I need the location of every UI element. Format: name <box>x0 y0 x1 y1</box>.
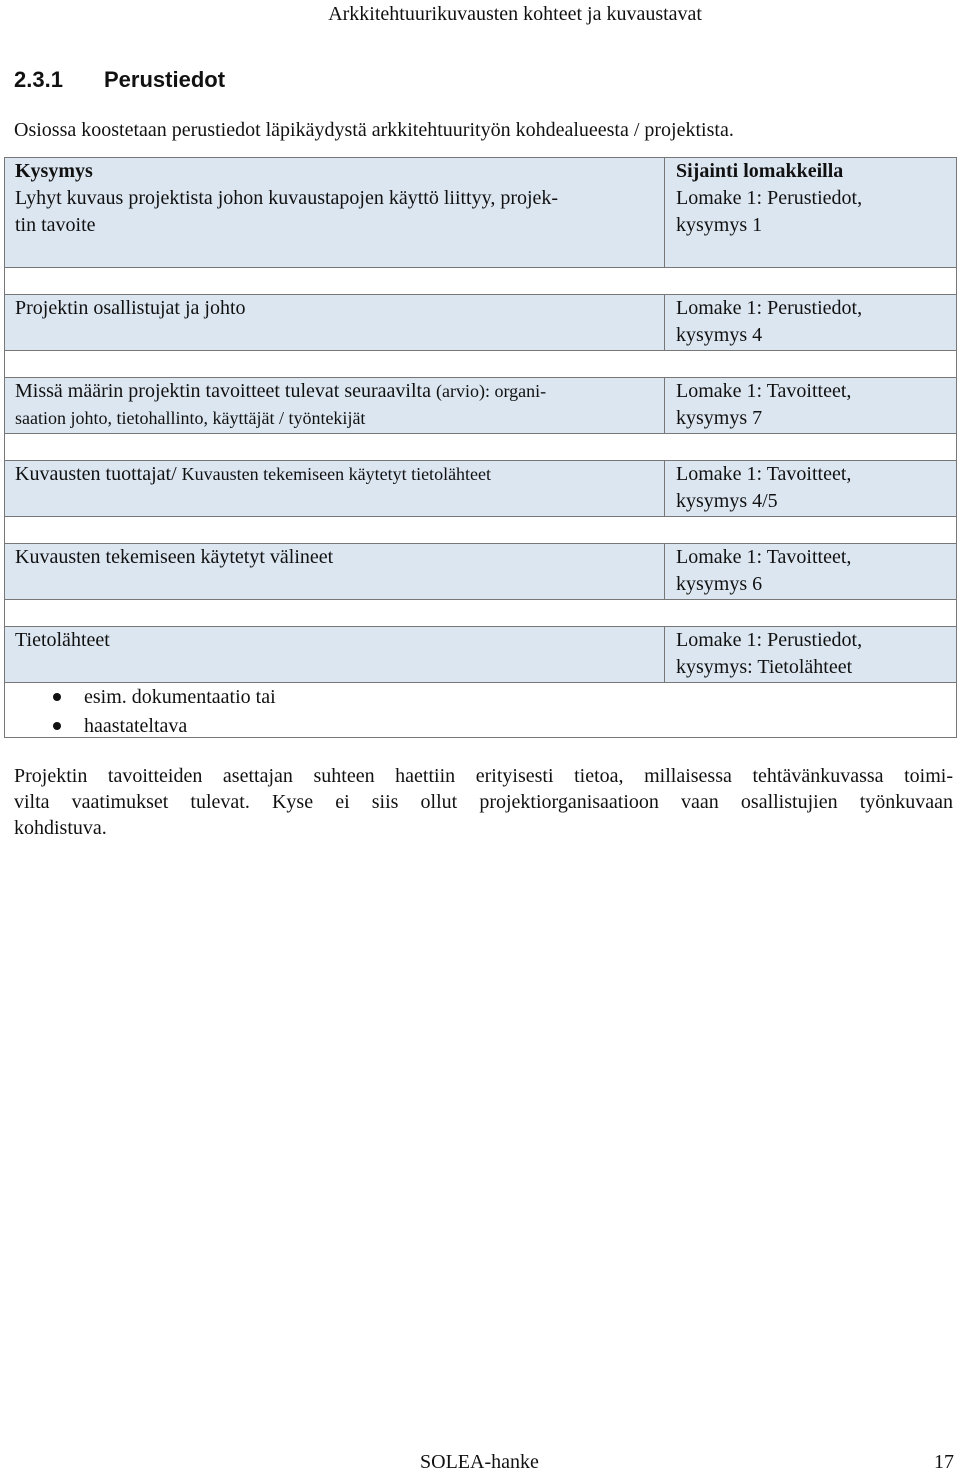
question-cell <box>5 295 664 350</box>
question-note: (arvio): organi- <box>435 381 547 401</box>
section-title: Perustiedot <box>104 67 226 92</box>
table-row <box>5 626 956 682</box>
question-cell <box>5 627 664 682</box>
location-line: Lomake 1: Tavoitteet, <box>676 463 852 485</box>
section-number: 2.3.1 <box>14 67 63 92</box>
question-line: Kuvausten tekemiseen käytetyt välineet <box>15 546 334 568</box>
location-line: kysymys 7 <box>676 407 763 429</box>
location-line: kysymys: Tietolähteet <box>676 656 853 678</box>
table-row <box>5 158 956 267</box>
spacer-row <box>5 267 956 294</box>
spacer-row <box>5 433 956 460</box>
location-cell <box>664 627 956 682</box>
location-line: kysymys 1 <box>676 214 763 236</box>
location-cell <box>664 295 956 350</box>
location-cell <box>664 544 956 599</box>
location-line: kysymys 6 <box>676 573 763 595</box>
question-line <box>15 378 664 405</box>
list-item <box>15 683 956 712</box>
bullet-row <box>5 682 956 737</box>
table-row <box>5 377 956 433</box>
spacer-row <box>5 350 956 377</box>
footer-project: SOLEA-hanke <box>420 1451 539 1473</box>
bullet-cell <box>5 683 956 737</box>
question-location-table <box>4 157 957 738</box>
intro-paragraph: Osiossa koostetaan perustiedot läpikäydystä arkkitehtuurityön kohdealueesta / projektista. <box>14 119 734 141</box>
spacer-row <box>5 599 956 626</box>
question-cell <box>5 378 664 433</box>
location-cell <box>664 461 956 516</box>
location-line: kysymys 4/5 <box>676 490 778 512</box>
closing-paragraph <box>14 763 953 841</box>
question-line: Projektin osallistujat ja johto <box>15 297 246 319</box>
paragraph-line: vilta vaatimukset tulevat. Kyse ei siis ollut projektiorganisaatioon vaan osallistujien työnkuvaan <box>14 791 953 813</box>
column-header-location: Sijainti lomakkeilla <box>676 160 844 182</box>
bullet-icon <box>53 693 61 701</box>
list-item <box>15 712 956 741</box>
bullet-text: haastateltava <box>84 715 188 737</box>
page-number: 17 <box>934 1451 954 1473</box>
location-line: Lomake 1: Tavoitteet, <box>676 546 852 568</box>
question-cell <box>5 158 664 267</box>
section-heading <box>14 66 225 94</box>
question-text: Kuvausten tuottajat/ <box>15 463 177 485</box>
question-note: Kuvausten tekemiseen käytetyt tietolähteet <box>181 464 492 484</box>
table-row <box>5 460 956 516</box>
question-cell <box>5 544 664 599</box>
location-line: Lomake 1: Perustiedot, <box>676 629 863 651</box>
location-cell <box>664 158 956 267</box>
bullet-text: esim. dokumentaatio tai <box>84 686 276 708</box>
location-cell <box>664 378 956 433</box>
paragraph-line: Projektin tavoitteiden asettajan suhteen haettiin erityisesti tietoa, millaisessa tehtävänkuvassa toimi- <box>14 765 953 787</box>
location-line: kysymys 4 <box>676 324 763 346</box>
question-line: Tietolähteet <box>15 629 110 651</box>
table-row <box>5 543 956 599</box>
paragraph-line: kohdistuva. <box>14 817 107 839</box>
running-header: Arkkitehtuurikuvausten kohteet ja kuvaustavat <box>328 3 702 25</box>
column-header-question: Kysymys <box>15 160 93 182</box>
question-line: tin tavoite <box>15 214 96 236</box>
spacer-row <box>5 516 956 543</box>
location-line: Lomake 1: Tavoitteet, <box>676 380 852 402</box>
location-line: Lomake 1: Perustiedot, <box>676 187 863 209</box>
question-cell <box>5 461 664 516</box>
location-line: Lomake 1: Perustiedot, <box>676 297 863 319</box>
question-line: Lyhyt kuvaus projektista johon kuvaustapojen käyttö liittyy, projek- <box>15 187 559 209</box>
bullet-list <box>15 683 956 741</box>
question-line <box>15 461 664 488</box>
bullet-icon <box>53 722 61 730</box>
table-row <box>5 294 956 350</box>
question-text: Missä määrin projektin tavoitteet tulevat seuraavilta <box>15 380 431 402</box>
question-line: saation johto, tietohallinto, käyttäjät / työntekijät <box>15 408 366 428</box>
